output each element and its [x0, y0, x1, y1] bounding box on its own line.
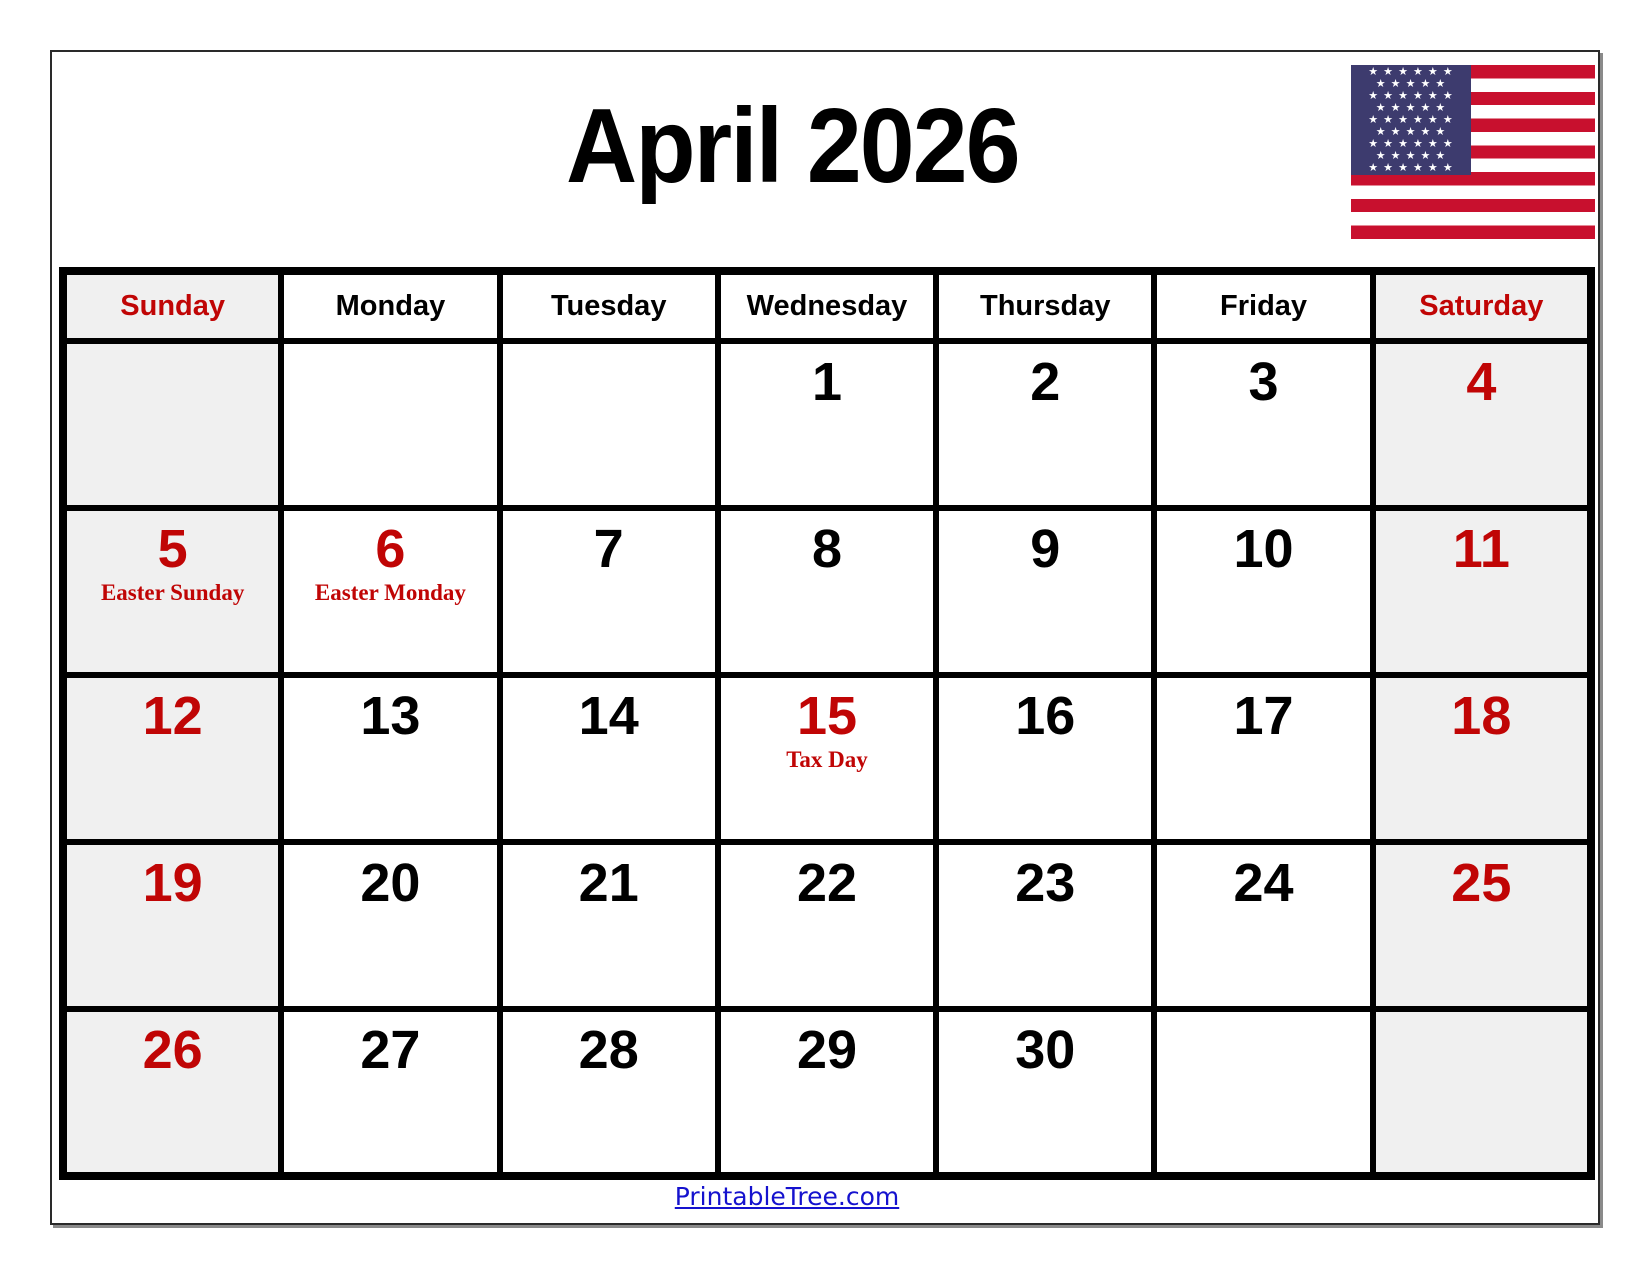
flag-stars: ★ ★ ★ ★ ★ ★ [1368, 114, 1454, 126]
flag-stars: ★ ★ ★ ★ ★ ★ [1368, 162, 1454, 174]
day-cell [718, 842, 936, 1009]
day-cell [936, 341, 1154, 508]
day-cell [63, 675, 281, 842]
weekday-header-tuesday [500, 271, 718, 341]
calendar-grid [59, 267, 1595, 1180]
calendar-page [50, 50, 1600, 1225]
flag-stars: ★ ★ ★ ★ ★ ★ [1368, 138, 1454, 150]
day-cell [500, 1009, 718, 1176]
weekday-label: Friday [1220, 290, 1308, 322]
day-cell [1154, 341, 1372, 508]
day-number: 5 [157, 519, 188, 579]
day-cell [936, 1009, 1154, 1176]
footer [52, 1182, 1522, 1211]
day-number: 19 [142, 853, 203, 913]
weekday-label: Sunday [120, 290, 226, 322]
day-number: 23 [1015, 853, 1076, 913]
day-cell [281, 1009, 499, 1176]
week-row [63, 508, 1591, 675]
day-number: 4 [1466, 352, 1497, 412]
day-cell [936, 508, 1154, 675]
day-number: 3 [1248, 352, 1279, 412]
flag-stars: ★ ★ ★ ★ ★ [1375, 150, 1447, 162]
holiday-label: Tax Day [786, 747, 868, 772]
day-cell [281, 675, 499, 842]
day-number [67, 344, 278, 355]
day-number: 26 [142, 1020, 203, 1080]
day-number: 6 [375, 519, 406, 579]
day-cell [1154, 508, 1372, 675]
flag-canton [1351, 65, 1471, 175]
day-cell [1154, 842, 1372, 1009]
day-number: 18 [1451, 686, 1512, 746]
day-cell [63, 341, 281, 508]
day-number: 10 [1233, 519, 1294, 579]
weekday-label: Monday [335, 290, 446, 322]
flag-stars: ★ ★ ★ ★ ★ ★ [1368, 90, 1454, 102]
flag-stars: ★ ★ ★ ★ ★ [1375, 102, 1447, 114]
day-cell [936, 675, 1154, 842]
day-cell [1373, 675, 1591, 842]
day-cell [500, 675, 718, 842]
day-cell [500, 341, 718, 508]
day-cell [1373, 341, 1591, 508]
title-wrap [52, 88, 1532, 205]
day-number: 14 [578, 686, 639, 746]
day-cell [281, 341, 499, 508]
day-number: 30 [1015, 1020, 1076, 1080]
us-flag-icon [1351, 65, 1595, 239]
day-number: 24 [1233, 853, 1294, 913]
day-number: 11 [1452, 519, 1510, 579]
day-number [1376, 1012, 1587, 1023]
week-row [63, 1009, 1591, 1176]
day-number: 13 [360, 686, 421, 746]
weekday-header-row [63, 271, 1591, 341]
week-row [63, 842, 1591, 1009]
day-number [503, 344, 715, 355]
day-number: 16 [1015, 686, 1076, 746]
weekday-header-saturday [1373, 271, 1591, 341]
day-number: 15 [796, 686, 858, 746]
week-row [63, 675, 1591, 842]
day-cell [1154, 1009, 1372, 1176]
weekday-header-thursday [936, 271, 1154, 341]
day-number: 8 [811, 519, 842, 579]
day-cell [1373, 1009, 1591, 1176]
day-cell [718, 341, 936, 508]
weekday-label: Wednesday [746, 290, 908, 322]
flag-stars: ★ ★ ★ ★ ★ [1375, 126, 1447, 138]
day-number [1157, 1012, 1369, 1023]
weekday-label: Thursday [980, 290, 1111, 322]
weekday-label: Tuesday [550, 290, 667, 322]
day-cell [936, 842, 1154, 1009]
weekday-header-wednesday [718, 271, 936, 341]
day-number: 12 [142, 686, 203, 746]
day-number: 25 [1451, 853, 1512, 913]
day-cell [281, 508, 499, 675]
day-number [284, 344, 496, 355]
day-number: 1 [811, 352, 842, 412]
day-cell [1373, 508, 1591, 675]
flag-stars: ★ ★ ★ ★ ★ ★ [1368, 66, 1454, 78]
day-number: 21 [578, 853, 639, 913]
day-number: 9 [1030, 519, 1061, 579]
day-number: 29 [796, 1020, 858, 1080]
day-cell [718, 1009, 936, 1176]
day-cell [718, 675, 936, 842]
week-row [63, 341, 1591, 508]
day-cell [1373, 842, 1591, 1009]
day-number: 28 [578, 1020, 639, 1080]
day-cell [1154, 675, 1372, 842]
flag-stars: ★ ★ ★ ★ ★ [1375, 78, 1447, 90]
day-cell [63, 842, 281, 1009]
day-cell [63, 1009, 281, 1176]
day-cell [718, 508, 936, 675]
day-cell [281, 842, 499, 1009]
weekday-header-sunday [63, 271, 281, 341]
footer-link[interactable]: PrintableTree.com [674, 1182, 900, 1211]
day-number: 27 [360, 1020, 421, 1080]
holiday-label: Easter Sunday [100, 580, 245, 605]
day-number: 22 [796, 853, 858, 913]
day-number: 2 [1030, 352, 1061, 412]
day-cell [63, 508, 281, 675]
day-cell [500, 842, 718, 1009]
day-cell [500, 508, 718, 675]
holiday-label: Easter Monday [314, 580, 466, 605]
day-number: 20 [360, 853, 421, 913]
page-title: April 2026 [565, 87, 1019, 205]
weekday-header-friday [1154, 271, 1372, 341]
day-number: 7 [593, 519, 624, 579]
day-number: 17 [1233, 686, 1294, 746]
weekday-label: Saturday [1419, 290, 1544, 322]
weekday-header-monday [281, 271, 499, 341]
